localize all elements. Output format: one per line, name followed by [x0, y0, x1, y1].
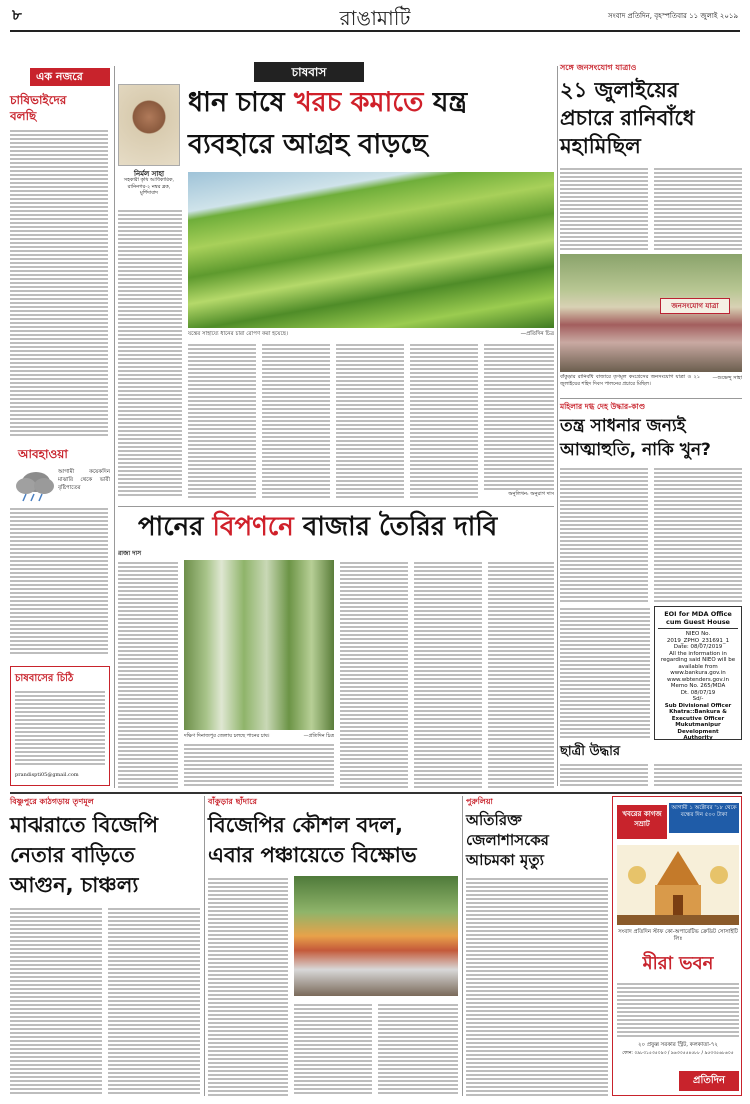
- bankura-headline-1: বিজেপির কৌশল বদল,: [208, 813, 403, 837]
- paan-photo-credit: —প্রতিদিন চিত্র: [303, 733, 334, 739]
- purulia-headline-3: আচমকা মৃত্যু: [466, 851, 544, 869]
- right-headline-2: প্রচারে রানিবাঁধে: [560, 106, 695, 130]
- rule-right-mid: [560, 398, 742, 399]
- bishnupur-story: [10, 796, 200, 1096]
- chithi-email: prandispti05@gmail.com: [15, 772, 79, 778]
- right-kicker: সঙ্গে জনসংযোগ যাত্রাও: [560, 63, 637, 72]
- meera-ad-details: [617, 981, 739, 1037]
- tantra-body-col3: [560, 606, 650, 740]
- tender-ad-line-2: Date: 08/07/2019: [673, 644, 723, 650]
- weather-lead: আগামী কয়েকদিন মাঝারি থেকে ভারী বৃষ্টিপাতের: [58, 469, 110, 491]
- lead-body-col6: [484, 342, 554, 490]
- meera-ad-small: সংবাদ প্রতিদিন স্টাফ কো-অপারেটিভ ক্রেডিট সোসাইটি লিঃ: [618, 929, 738, 942]
- paan-headline-part2: বাজার তৈরির দাবি: [302, 512, 498, 542]
- purulia-kicker: পুরুলিয়া: [466, 797, 493, 806]
- weather-section: [10, 446, 110, 661]
- right-photo-banner: জনসংযোগ যাত্রা: [660, 298, 730, 314]
- chithi-title: চাষবাসের চিঠি: [15, 673, 74, 684]
- paan-body-col2: [184, 742, 334, 788]
- bankura-body-col1: [208, 876, 288, 1096]
- meera-ad-logo: প্রতিদিন: [679, 1071, 739, 1091]
- section-title: রাঙামাটি: [339, 6, 411, 30]
- lead-photo-caption: যন্ত্রের সাহায্যে ধানের চারা রোপণ করা হয়েছে।: [188, 331, 289, 337]
- tender-ad-line-13: Executive Officer: [671, 715, 725, 722]
- meera-ad: [612, 796, 742, 1096]
- lead-story: [118, 62, 554, 502]
- tender-ad-line-14: Mukutmanipur Development: [675, 722, 721, 735]
- bishnupur-body-col2: [108, 906, 200, 1096]
- bishnupur-headline-1: মাঝরাতে বিজেপি: [10, 813, 158, 837]
- rule-center-right: [557, 66, 558, 786]
- tender-ad-line-0: NIEO No.: [685, 631, 711, 637]
- bankura-photo: [294, 876, 458, 996]
- right-body-col1: [560, 166, 648, 250]
- date-line: সংবাদ প্রতিদিন, বৃহস্পতিবার ১১ জুলাই ২০১৯: [608, 12, 738, 20]
- tender-ad-line-6: www.bankura.gov.in: [670, 670, 726, 676]
- lead-headline-part1: ধান চাষে: [188, 87, 285, 118]
- tender-ad-line-7: www.wbtenders.gov.in: [667, 676, 729, 683]
- tender-ad-line-15: Authority: [683, 735, 713, 741]
- rule-bottom-band: [10, 792, 742, 794]
- paan-headline-part1: পানের: [138, 512, 204, 542]
- chhatri-headline: ছাত্রী উদ্ধার: [560, 744, 621, 759]
- purulia-body-col1: [466, 876, 608, 1096]
- chhatri-body-col1: [560, 762, 648, 788]
- purulia-headline-2: জেলাশাসকের: [466, 831, 549, 849]
- right-story: [560, 62, 742, 397]
- author-name: নির্মল সাহা: [133, 170, 165, 178]
- chashi-title-1: চাষিভাইদের: [10, 93, 67, 107]
- temple-illustration: [617, 845, 739, 925]
- meera-ad-badge: আগামী ১ অক্টোবর '১৮ থেকে বন্ধের দিন ৫০০ টাকা: [669, 803, 739, 833]
- weather-body-text: [10, 506, 108, 656]
- paan-headline: [138, 510, 554, 544]
- purulia-story: [466, 796, 608, 1096]
- bankura-story: [208, 796, 458, 1096]
- tantra-story: [560, 402, 742, 602]
- chashi-title-2: বলছি: [10, 109, 37, 123]
- lead-body-col2: [188, 342, 256, 498]
- meera-ad-brand: মীরা ভবন: [642, 953, 714, 974]
- bishnupur-headline-2: নেতার বাড়িতে: [10, 843, 135, 867]
- left-column: [10, 68, 110, 788]
- tender-ad-line-1: 2019_ZPHO_231691_1: [666, 637, 730, 644]
- header-rule: [10, 30, 740, 32]
- rule-above-paan: [118, 506, 554, 507]
- tantra-kicker: মহিলার দগ্ধ দেহ উদ্ধার-কাণ্ড: [560, 402, 646, 411]
- ek-nojore-bar: এক নজরে: [30, 68, 110, 86]
- bishnupur-kicker: বিষ্ণুপুরে কাঠগড়ায় তৃণমূল: [10, 797, 94, 806]
- tantra-body-col1: [560, 466, 648, 602]
- author-photo: [118, 84, 180, 166]
- rule-bottom-1: [204, 796, 205, 1096]
- lead-body-col4: [336, 342, 404, 498]
- paan-body-col5: [488, 560, 554, 788]
- lead-headline-line1: [188, 86, 554, 120]
- tantra-headline-2: আত্মাহুতি, নাকি খুন?: [560, 440, 711, 460]
- bankura-body-col2: [294, 1002, 372, 1096]
- lead-body-col1: [118, 208, 182, 498]
- bankura-kicker: বাঁকুড়ার ছাঁদারে: [208, 797, 257, 806]
- tender-ad-line-11: Sub Divisional Officer: [664, 702, 732, 709]
- paan-body-col1: [118, 560, 178, 788]
- lead-photo: [188, 172, 554, 328]
- lead-headline-part2: যন্ত্র: [432, 87, 468, 118]
- bankura-body-col3: [378, 1002, 458, 1096]
- tender-ad-title: EOI for MDA Office cum Guest House: [658, 610, 738, 629]
- tender-ad-line-4: regarding said NIEO will be: [660, 657, 736, 663]
- lead-headline-highlight: খরচ কমাতে: [294, 87, 424, 118]
- tender-ad-line-3: All the information in: [669, 650, 727, 657]
- rule-bottom-2: [462, 796, 463, 1096]
- right-photo-credit: —শুভেন্দু সাহা: [712, 375, 742, 381]
- tender-ad-line-5: available from: [678, 663, 718, 670]
- tender-ad-line-12: Khatra::Bankura &: [669, 709, 727, 715]
- paan-body-col3: [340, 560, 408, 788]
- tender-ad-line-8: Memo No. 265/MDA: [670, 683, 726, 689]
- paan-photo: [184, 560, 334, 730]
- chashi-body-text: [10, 128, 108, 438]
- chhatri-story: [560, 744, 742, 788]
- weather-title: আবহাওয়া: [18, 447, 68, 461]
- right-headline-1: ২১ জুলাইয়ের: [560, 78, 679, 102]
- chhatri-body-col2: [654, 762, 742, 788]
- chithi-section: [10, 666, 110, 786]
- lead-headline-line2: ব্যবহারে আগ্রহ বাড়ছে: [188, 129, 428, 160]
- meera-ad-phone: ফোন: ০৯৮৩১৫৩৫০৯৩ / ৯৬৩৩৫৫৪৫৮৮ / ৯৫৩৩৫৬৮৬০৫: [622, 1051, 734, 1056]
- tantra-headline-1: তন্ত্র সাধনার জন্যই: [560, 416, 686, 436]
- lead-body-col5: [410, 342, 478, 498]
- tender-ad-line-10: Sd/-: [692, 696, 704, 702]
- tantra-body-col2: [654, 466, 742, 602]
- paan-headline-highlight: বিপণনে: [212, 512, 294, 542]
- lead-byline: অনুলিখন: অনুরাগ দাস: [508, 491, 554, 497]
- lead-body-col3: [262, 342, 330, 498]
- paan-photo-caption: দক্ষিণ দিনাজপুর জেলায় চলছে পানের চাষ।: [184, 733, 270, 739]
- right-body-col2: [654, 166, 742, 250]
- chithi-body-text: [15, 689, 105, 767]
- rule-left-col: [114, 66, 115, 788]
- weather-cloud-icon: [14, 468, 56, 502]
- meera-ad-address: ২০ প্রফুল্ল সরকার স্ট্রিট, কলকাতা-৭২: [637, 1042, 719, 1048]
- purulia-headline-1: অতিরিক্ত: [466, 811, 522, 829]
- bishnupur-body-col1: [10, 906, 102, 1096]
- lead-kicker: চাষবাস: [254, 62, 364, 82]
- right-headline-3: মহামিছিল: [560, 134, 641, 158]
- bishnupur-headline-3: আগুন, চাঞ্চল্য: [10, 873, 139, 897]
- author-title: সহকারী কৃষি আধিকারিক, রানিনগর-২ নম্বর ব্লক, মুর্শিদাবাদ: [123, 177, 175, 196]
- right-photo-caption: বাঁকুড়ার রানিবাঁধ বাজারে তৃণমূল কংগ্রেসের জনসংযোগ যাত্রা ও ২১ জুলাইয়ের শহিদ দিবস পালনের প্রচারে মিছিল।: [560, 374, 700, 387]
- paan-byline: রাজা দাস: [118, 550, 142, 557]
- tender-ad: [654, 606, 742, 740]
- lead-photo-credit: —প্রতিদিন চিত্র: [520, 331, 554, 337]
- page-number: ৮: [12, 6, 22, 24]
- meera-ad-tagline: খবরের কাগজ সম্রাট: [617, 805, 667, 839]
- tender-ad-line-9: Dt. 08/07/19: [680, 689, 716, 696]
- bankura-headline-2: এবার পঞ্চায়েতে বিক্ষোভ: [208, 843, 417, 867]
- paan-story: [118, 510, 554, 788]
- paan-body-col4: [414, 560, 482, 788]
